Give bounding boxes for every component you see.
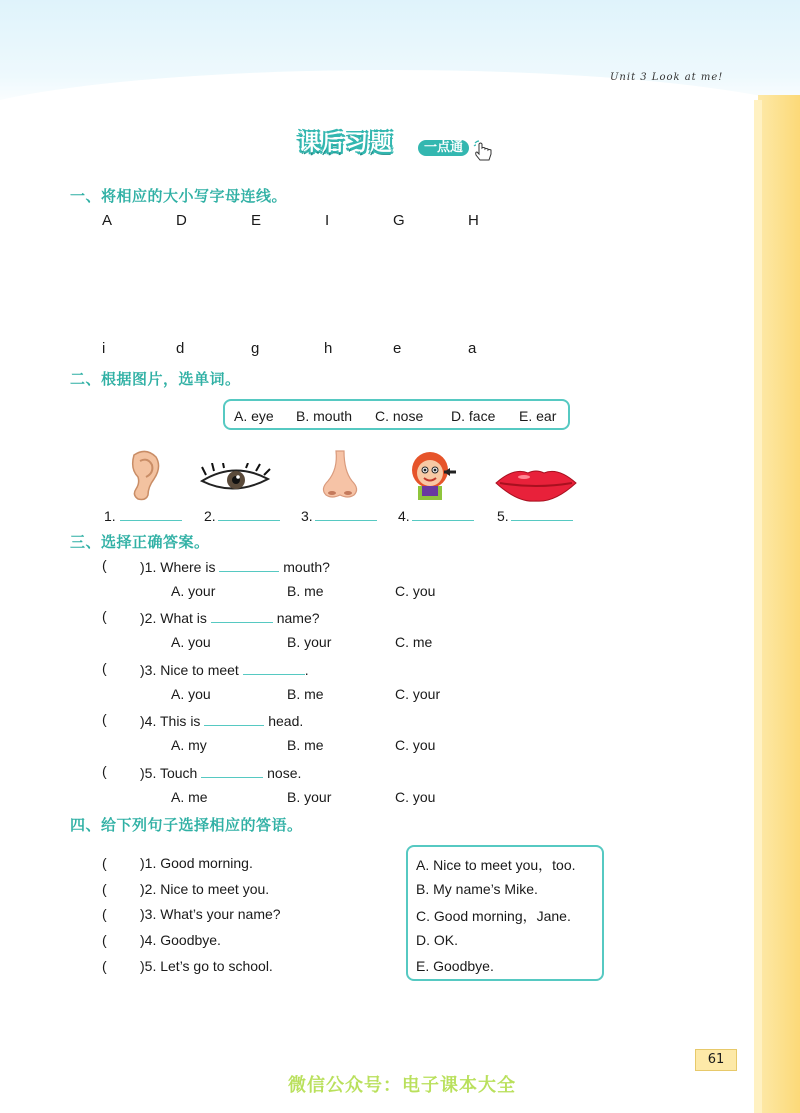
upper-letter: A <box>102 212 113 229</box>
question-text: head. <box>268 713 304 729</box>
picture-answer-2 <box>204 506 280 524</box>
answer-paren[interactable]: ( <box>102 855 107 871</box>
unit-header: Unit 3 Look at me! <box>610 72 724 83</box>
upper-letter: D <box>176 212 187 229</box>
word-options-box <box>223 399 570 430</box>
question-text: . <box>304 662 309 678</box>
nose-picture <box>318 449 362 501</box>
reply-option: D. OK. <box>416 932 459 948</box>
face-picture <box>404 448 460 502</box>
page-number: 61 <box>695 1049 737 1071</box>
choice: B. your <box>287 634 332 650</box>
sentence: )3. What’s your name? <box>140 906 281 922</box>
answer-blank[interactable] <box>315 506 377 521</box>
picture-answer-3 <box>301 506 377 524</box>
exercise-title <box>298 126 498 166</box>
section3-title: 三、选择正确答案。 <box>70 533 210 551</box>
question-blank[interactable] <box>211 608 273 623</box>
choice: B. me <box>287 583 324 599</box>
reply-option: B. My name’s Mike. <box>416 881 538 897</box>
question-blank[interactable] <box>204 711 264 726</box>
question-blank[interactable] <box>243 660 305 675</box>
lower-letter: g <box>251 340 260 357</box>
upper-letter: H <box>468 212 479 229</box>
question-4 <box>140 711 303 729</box>
answer-number: 3. <box>301 508 313 524</box>
question-number: )2. <box>140 610 157 626</box>
reply-option: E. Goodbye. <box>416 958 494 974</box>
answer-blank[interactable] <box>218 506 280 521</box>
question-text: Touch <box>159 765 198 781</box>
question-text: Where is <box>160 559 216 575</box>
reply-option: C. Good morning，Jane. <box>416 908 571 924</box>
page-edge-inner <box>754 100 762 1113</box>
choice: C. you <box>395 737 436 753</box>
question-2 <box>140 608 320 626</box>
choice: A. your <box>171 583 216 599</box>
question-blank[interactable] <box>219 557 279 572</box>
lower-letter: e <box>393 340 402 357</box>
lower-letter: d <box>176 340 185 357</box>
question-text: Nice to meet <box>160 662 239 678</box>
choice: C. you <box>395 583 436 599</box>
picture-answer-5 <box>497 506 573 524</box>
word-option: E. ear <box>519 408 557 424</box>
upper-letter: G <box>393 212 405 229</box>
lower-letter: a <box>468 340 477 357</box>
picture-answer-4 <box>398 506 474 524</box>
eye-picture <box>198 463 272 497</box>
word-option: D. face <box>451 408 496 424</box>
watermark: 微信公众号：电子课本大全 <box>288 1075 516 1096</box>
question-number: )5. <box>140 765 157 781</box>
title-main: 课后习题 <box>298 131 395 156</box>
question-text: What is <box>160 610 207 626</box>
answer-number: 4. <box>398 508 410 524</box>
answer-blank[interactable] <box>412 506 474 521</box>
question-3 <box>140 660 309 678</box>
lower-letter: i <box>102 340 106 357</box>
word-option: B. mouth <box>296 408 353 424</box>
choice: C. me <box>395 634 433 650</box>
choice: C. you <box>395 789 436 805</box>
answer-number: 2. <box>204 508 216 524</box>
pointing-hand-icon <box>473 140 495 162</box>
question-number: )3. <box>140 662 157 678</box>
reply-option: A. Nice to meet you，too. <box>416 857 576 873</box>
answer-blank[interactable] <box>511 506 573 521</box>
answer-paren[interactable]: ( <box>102 932 107 948</box>
question-text: name? <box>276 610 320 626</box>
upper-letter: E <box>251 212 262 229</box>
answer-paren[interactable]: ( <box>102 881 107 897</box>
sentence: )1. Good morning. <box>140 855 253 871</box>
choice: C. your <box>395 686 441 702</box>
choice: B. me <box>287 686 324 702</box>
answer-paren[interactable]: ( <box>102 906 107 922</box>
question-number: )1. <box>140 559 157 575</box>
question-1 <box>140 557 330 575</box>
question-5 <box>140 763 301 781</box>
sentence: )5. Let’s go to school. <box>140 958 273 974</box>
lower-letter: h <box>324 340 333 357</box>
answer-paren[interactable]: ( <box>102 557 107 573</box>
question-text: This is <box>159 713 201 729</box>
upper-letter: I <box>325 212 330 229</box>
choice: B. me <box>287 737 324 753</box>
title-sub: 一点通 <box>418 140 469 156</box>
choice: A. my <box>171 737 207 753</box>
choice: A. me <box>171 789 208 805</box>
answer-paren[interactable]: ( <box>102 763 107 779</box>
replies-box <box>406 845 604 981</box>
choice: B. your <box>287 789 332 805</box>
sentence: )4. Goodbye. <box>140 932 221 948</box>
picture-answer-1 <box>104 506 182 524</box>
question-text: mouth? <box>283 559 330 575</box>
word-option: A. eye <box>234 408 274 424</box>
word-option: C. nose <box>375 408 424 424</box>
question-number: )4. <box>140 713 157 729</box>
answer-paren[interactable]: ( <box>102 660 107 676</box>
choice: A. you <box>171 634 211 650</box>
answer-paren[interactable]: ( <box>102 958 107 974</box>
answer-paren[interactable]: ( <box>102 608 107 624</box>
ear-picture <box>126 449 162 501</box>
section2-title: 二、根据图片，选单词。 <box>70 370 241 388</box>
section4-title: 四、给下列句子选择相应的答语。 <box>70 816 303 834</box>
answer-blank[interactable] <box>120 506 182 521</box>
question-blank[interactable] <box>201 763 263 778</box>
mouth-picture <box>494 465 578 503</box>
answer-number: 5. <box>497 508 509 524</box>
choice: A. you <box>171 686 211 702</box>
question-text: nose. <box>267 765 302 781</box>
answer-number: 1. <box>104 508 116 524</box>
section1-title: 一、将相应的大小写字母连线。 <box>70 187 288 205</box>
answer-paren[interactable]: ( <box>102 711 107 727</box>
page-edge <box>758 95 800 1113</box>
sentence: )2. Nice to meet you. <box>140 881 270 897</box>
